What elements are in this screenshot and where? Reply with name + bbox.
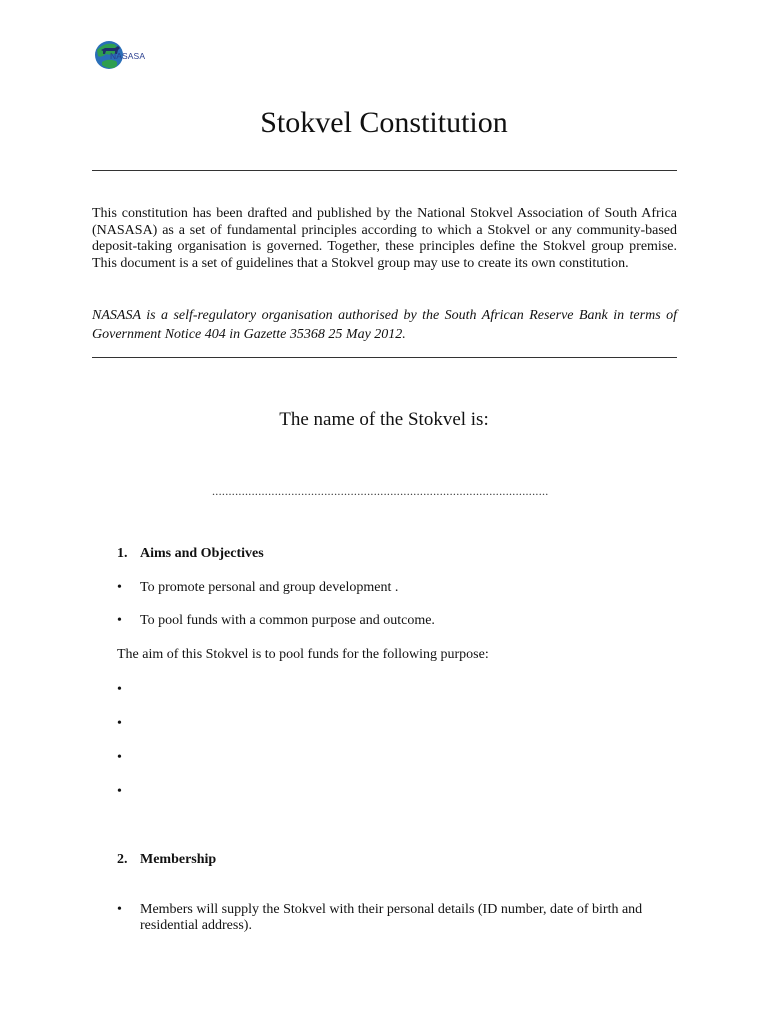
horizontal-rule <box>92 357 677 358</box>
section-heading-aims <box>117 545 264 563</box>
horizontal-rule <box>92 170 677 171</box>
list-item-text: To promote personal and group development . <box>140 580 399 595</box>
bullet-icon: • <box>117 902 122 917</box>
list-item-text: Members will supply the Stokvel with their personal details (ID number, date of birth and residential address). <box>140 902 643 933</box>
list-item-text: To pool funds with a common purpose and outcome. <box>140 613 435 628</box>
stokvel-name-heading: The name of the Stokvel is: <box>279 409 489 430</box>
intro-paragraph: This constitution has been drafted and published by the National Stokvel Association of South Africa (NASASA) as a set of fundamental principles according to which a Stokvel or any community-based deposit-taking organisation is governed. Together, these principles define the Stokvel group premise. This document is a set of guidelines that a Stokvel group may use to create its own constitution. <box>92 206 677 271</box>
section-number: 2. <box>117 852 128 867</box>
bullet-icon: • <box>117 682 122 697</box>
bullet-icon: • <box>117 613 122 628</box>
section-title: Membership <box>140 852 217 867</box>
bullet-icon: • <box>117 784 122 799</box>
section-title: Aims and Objectives <box>140 546 264 561</box>
bullet-icon: • <box>117 750 122 765</box>
section-number: 1. <box>117 546 128 561</box>
stokvel-name-blank: ...................................................................................................... <box>212 484 549 498</box>
purpose-text: The aim of this Stokvel is to pool funds for the following purpose: <box>117 647 489 662</box>
bullet-icon: • <box>117 580 122 595</box>
logo-wordmark: NASASA <box>110 51 146 61</box>
document-title: Stokvel Constitution <box>260 106 508 139</box>
bullet-icon: • <box>117 716 122 731</box>
section-heading-membership <box>117 851 216 869</box>
nasasa-logo <box>92 38 164 74</box>
regulatory-note: NASASA is a self-regulatory organisation authorised by the South African Reserve Bank in terms of Government Notice 404 in Gazette 35368 25 May 2012. <box>92 308 677 342</box>
